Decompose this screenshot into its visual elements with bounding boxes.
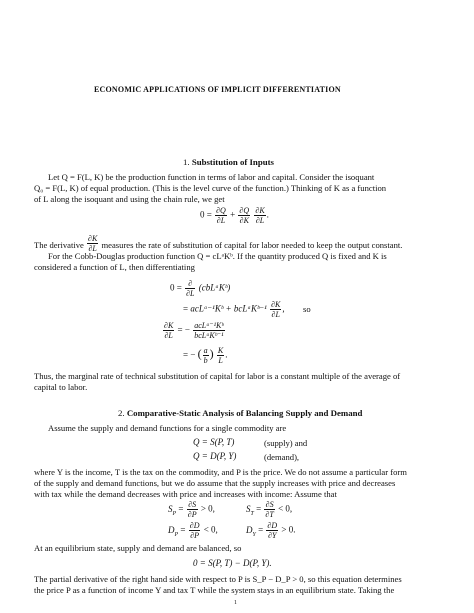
equilibrium-intro: At an equilibrium state, supply and demand are balanced, so (34, 543, 242, 553)
cobb-douglas-equation-4: = − ( $\frac{a}{b}$ ) $\frac{K}{L}$ . (183, 346, 228, 365)
section-1-title: Substitution of Inputs (191, 157, 274, 167)
equation-so: so (303, 304, 311, 314)
cobb-douglas-equation-2: = acLᵃ⁻¹Kᵇ + bcLᵃKᵇ⁻¹ $\frac{\partial K}{\partial L}$ , (183, 300, 285, 319)
section-1-intro-line-2: Q₀ = F(L, K) of equal production. (This is the level curve of the function.) Thinking of K as a function (34, 183, 387, 193)
where-line-1: where Y is the income, T is the tax on the commodity, and P is the price. We do not assume a particular form (34, 467, 407, 477)
partial-line-1: The partial derivative of the right hand side with respect to P is S_P − D_P > 0, so this equation determines (34, 574, 402, 584)
demand-label: (demand), (264, 452, 300, 462)
section-1-intro-line-3: of L along the isoquant and using the chain rule, we get (34, 194, 225, 204)
section-2-heading (118, 408, 362, 418)
section-1-heading (183, 157, 274, 167)
where-line-2: of the supply and demand functions, but we do assume that the supply increases with price and decreases (34, 478, 396, 488)
cobb-douglas-line-1: For the Cobb-Douglas production function Q = cLᵃKᵇ. If the quantity produced Q is fixed and K is (48, 251, 387, 261)
conclusion-line-2: capital to labor. (34, 382, 88, 392)
supply-tax-condition: $S_T$ = $\frac{\partial S}{\partial T}$ < 0, (246, 500, 293, 519)
section-1-intro-line-1: Let Q = F(L, K) be the production function in terms of labor and capital. Consider the isoquant (48, 172, 375, 182)
supply-price-condition: $S_P$ = $\frac{\partial S}{\partial P}$ > 0, (168, 500, 215, 519)
supply-equation: Q = S(P, T) (193, 437, 235, 447)
section-2-intro: Assume the supply and demand functions for a single commodity are (48, 423, 287, 433)
conclusion-line-1: Thus, the marginal rate of technical substitution of capital for labor is a constant multiple of the average of (34, 371, 401, 381)
cobb-douglas-line-2: considered a function of L, then differentiating (34, 262, 195, 272)
cobb-douglas-equation-3: $\frac{\partial K}{\partial L}$ = − $\frac{\text{acLᵃ⁻¹Kᵇ}}{\text{bcLᵃKᵇ⁻¹}}$ (164, 321, 224, 340)
demand-equation: Q = D(P, Y) (193, 451, 237, 461)
cobb-douglas-equation-1: 0 = $\frac{\partial}{\partial L}$ (cbLᵃKᵇ) (170, 279, 231, 298)
supply-label: (supply) and (264, 438, 308, 448)
page-title: ECONOMIC APPLICATIONS OF IMPLICIT DIFFERENTIATION (94, 85, 341, 94)
section-2-number: 2. (118, 408, 125, 418)
page-number: 1 (234, 600, 237, 606)
chain-rule-equation: 0 = $\frac{\partial Q}{\partial L}$ + $\frac{\partial Q}{\partial K}$ $\frac{\partial K}{\partial L}$ . (200, 206, 269, 225)
equilibrium-equation: 0 = S(P, T) − D(P, Y). (193, 558, 272, 568)
derivative-sentence: The derivative $\frac{\partial K}{\partial L}$ measures the rate of substitution of capital for labor needed to keep the output constant. (34, 234, 403, 253)
demand-price-condition: $D_P$ = $\frac{\partial D}{\partial P}$ < 0, (168, 521, 218, 540)
partial-line-2: the price P as a function of income Y and tax T while the system stays in an equilibrium state. Taking the (34, 585, 395, 595)
section-1-number: 1. (183, 157, 190, 167)
section-2-title: Comparative-Static Analysis of Balancing Supply and Demand (126, 408, 363, 418)
demand-income-condition: $D_Y$ = $\frac{\partial D}{\partial Y}$ > 0. (246, 521, 296, 540)
where-line-3: with tax while the demand decreases with price and increases with income: Assume that (34, 489, 337, 499)
